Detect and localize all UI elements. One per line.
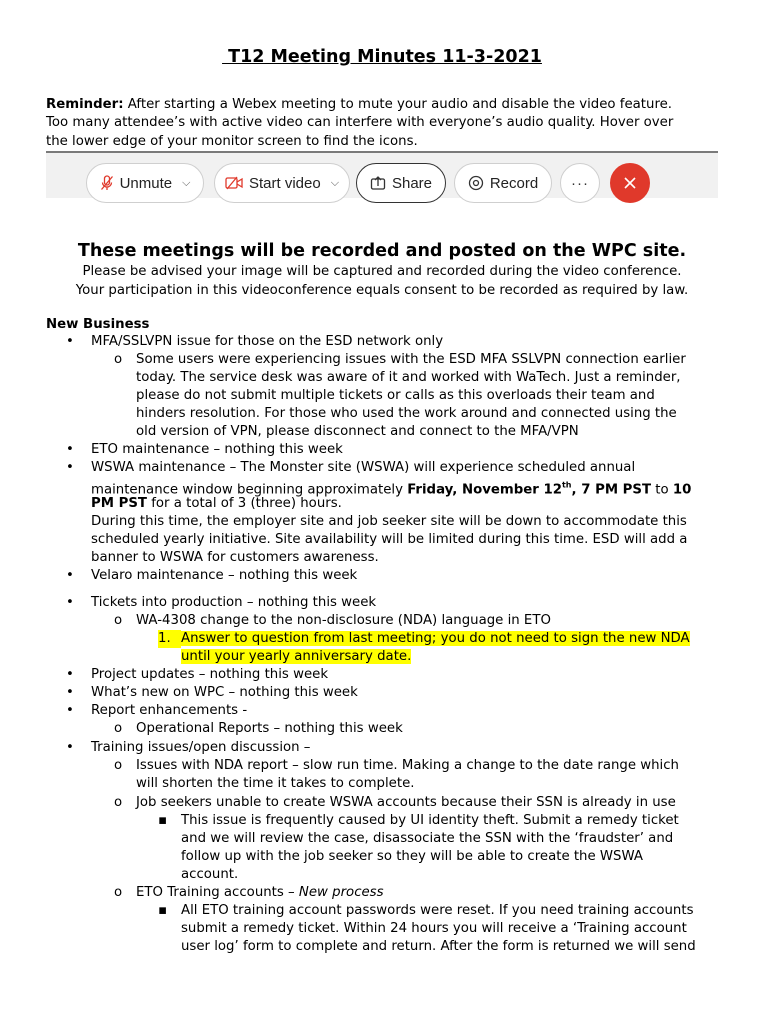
reminder-text-1: After starting a Webex meeting to mute your audio and disable the video feature.: [123, 97, 673, 112]
tickets-sub-item: WA-4308 change to the non-disclosure (NDA) language in ETO: [136, 613, 551, 628]
wswa-line-5: scheduled yearly initiative. Site availability will be limited during this time. ESD will add a: [91, 532, 688, 547]
new-business-heading: New Business: [46, 317, 150, 332]
leave-meeting-button[interactable]: [610, 163, 650, 203]
nda-answer-line-2: [181, 648, 411, 666]
record-label: Record: [489, 174, 539, 192]
close-icon: [624, 177, 636, 189]
wswa-start-time: , 7 PM PST: [571, 482, 652, 498]
nda-answer-line-1: [181, 630, 690, 648]
document-title: T12 Meeting Minutes 11-3-2021: [222, 47, 542, 67]
wswa-text: for a total of 3 (three) hours.: [147, 496, 342, 511]
reminder-paragraph: [46, 96, 718, 151]
bullet-marker: •: [66, 442, 74, 457]
share-button[interactable]: [356, 163, 446, 203]
video-off-icon: [225, 176, 243, 190]
wswa-text: to: [651, 482, 673, 498]
bullet-marker: •: [66, 703, 74, 718]
mfa-detail-line: please do not submit multiple tickets or calls as this overloads their team and: [136, 388, 655, 403]
project-updates-item: Project updates – nothing this week: [91, 667, 329, 682]
record-button[interactable]: [454, 163, 552, 203]
microphone-muted-icon: [100, 175, 114, 191]
eto-training-item: [136, 884, 384, 902]
job-seekers-detail-line: and we will review the case, disassociate the SSN with the ‘fraudster’ and: [181, 831, 674, 846]
reminder-text-3: the lower edge of your monitor screen to find the icons.: [46, 133, 418, 149]
start-video-label: Start video: [248, 174, 321, 192]
start-video-button[interactable]: [214, 163, 350, 203]
mfa-detail-line: hinders resolution. For those who used the work around and connected using the: [136, 406, 677, 421]
bullet-marker: •: [66, 460, 74, 475]
bullet-marker: •: [66, 568, 74, 583]
training-item: Training issues/open discussion –: [91, 740, 311, 755]
eto-training-label: ETO Training accounts –: [136, 885, 299, 900]
circle-marker: o: [114, 721, 123, 736]
more-options-button[interactable]: [560, 163, 600, 203]
job-seekers-detail-line: follow up with the job seeker so they will be able to create the WSWA: [181, 849, 644, 864]
nda-report-line-2: will shorten the time it takes to complete.: [136, 776, 415, 791]
unmute-button[interactable]: [86, 163, 204, 203]
bullet-marker: •: [66, 667, 74, 682]
square-marker: ▪: [158, 903, 168, 918]
webex-control-bar-image: [46, 151, 718, 198]
circle-marker: o: [114, 352, 123, 367]
circle-marker: o: [114, 795, 123, 810]
job-seekers-detail-line: account.: [181, 867, 239, 882]
circle-marker: o: [114, 885, 123, 900]
report-enhancements-item: Report enhancements -: [91, 703, 248, 718]
share-icon: [370, 175, 386, 191]
mfa-detail-line: old version of VPN, please disconnect and connect to the MFA/VPN: [136, 424, 579, 439]
recording-notice-heading: These meetings will be recorded and posted on the WPC site.: [77, 241, 687, 261]
wswa-end-time: 10: [672, 482, 692, 498]
notice-line-1: Please be advised your image will be captured and recorded during the video conference.: [82, 264, 682, 279]
eto-training-detail-line: submit a remedy ticket. Within 24 hours you will receive a ‘Training account: [181, 921, 687, 936]
job-seekers-item: Job seekers unable to create WSWA accounts because their SSN is already in use: [136, 795, 676, 810]
eto-training-detail-line: All ETO training account passwords were reset. If you need training accounts: [181, 903, 694, 918]
circle-marker: o: [114, 758, 123, 773]
wswa-end-time-tz: PM PST: [91, 496, 147, 511]
wswa-date-suffix: th: [561, 481, 572, 490]
mfa-detail-line: Some users were experiencing issues with the ESD MFA SSLVPN connection earlier: [136, 352, 686, 367]
reminder-text-2: Too many attendee’s with active video can interfere with everyone’s audio quality. Hover over: [46, 115, 674, 131]
chevron-down-icon: ⌵: [182, 176, 191, 189]
nda-answer-text: until your yearly anniversary date.: [181, 649, 412, 664]
reminder-label: Reminder:: [46, 97, 124, 112]
more-icon: ···: [571, 174, 589, 192]
wswa-line-1: WSWA maintenance – The Monster site (WSWA) will experience scheduled annual: [91, 460, 636, 475]
bullet-marker: •: [66, 595, 74, 610]
new-process-label: New process: [298, 885, 384, 900]
wswa-date: Friday, November 12: [407, 482, 562, 498]
wswa-line-3: [91, 495, 342, 513]
velaro-item: Velaro maintenance – nothing this week: [91, 568, 358, 583]
bullet-marker: •: [66, 740, 74, 755]
mfa-item: MFA/SSLVPN issue for those on the ESD network only: [91, 334, 444, 349]
bullet-marker: •: [66, 685, 74, 700]
eto-training-detail-line: user log’ form to complete and return. After the form is returned we will send: [181, 939, 696, 954]
notice-line-2: Your participation in this videoconference equals consent to be recorded as required by law.: [75, 283, 689, 298]
bullet-marker: •: [66, 334, 74, 349]
unmute-label: Unmute: [119, 174, 173, 192]
share-label: Share: [391, 174, 433, 192]
mfa-detail-line: today. The service desk was aware of it and worked with WaTech. Just a reminder,: [136, 370, 681, 385]
wswa-line-6: banner to WSWA for customers awareness.: [91, 550, 379, 565]
numbered-marker: 1.: [158, 630, 181, 648]
recording-notice-body: [46, 262, 718, 300]
wswa-line-4: During this time, the employer site and job seeker site will be down to accommodate this: [91, 514, 687, 529]
circle-marker: o: [114, 613, 123, 628]
record-icon: [468, 175, 484, 191]
nda-answer-text: Answer to question from last meeting; you do not need to sign the new NDA: [181, 631, 690, 646]
wswa-text: maintenance window beginning approximately: [91, 482, 408, 498]
nda-report-line-1: Issues with NDA report – slow run time. Making a change to the date range which: [136, 758, 679, 773]
chevron-down-icon: ⌵: [330, 176, 340, 189]
square-marker: ▪: [158, 813, 168, 828]
tickets-item: Tickets into production – nothing this week: [91, 595, 377, 610]
job-seekers-detail-line: This issue is frequently caused by UI identity theft. Submit a remedy ticket: [181, 813, 679, 828]
operational-reports-item: Operational Reports – nothing this week: [136, 721, 403, 736]
whats-new-item: What’s new on WPC – nothing this week: [91, 685, 358, 700]
eto-maintenance-item: ETO maintenance – nothing this week: [91, 442, 343, 457]
